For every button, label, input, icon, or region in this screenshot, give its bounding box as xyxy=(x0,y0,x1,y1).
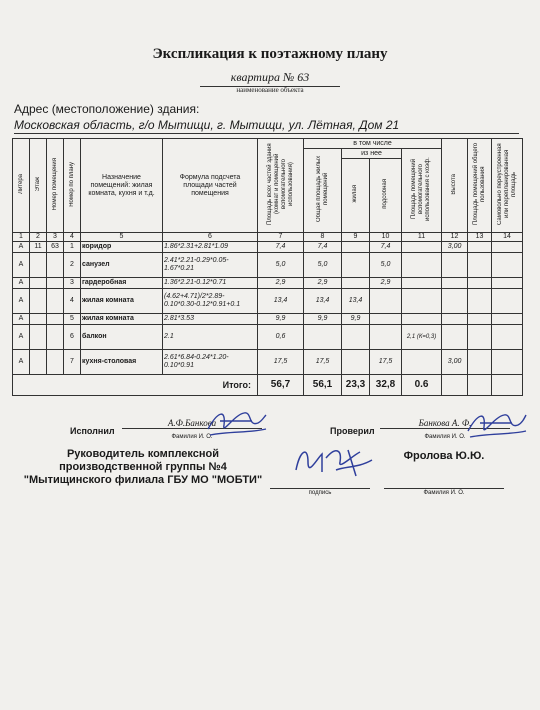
table-row: А 6 балкон 2.1 0,6 2,1 (К=0,3) xyxy=(13,325,523,350)
header-purpose: Назначение помещений: жилая комната, кухня и т.д. xyxy=(81,139,163,233)
totals-aux: 32,8 xyxy=(370,375,402,396)
executor-signature-icon xyxy=(200,405,270,441)
executed-name: А.Ф.Банкова xyxy=(122,418,262,429)
executed-caption: Фамилия И. О. xyxy=(171,434,213,440)
object-name-caption: наименование объекта xyxy=(236,86,304,94)
table-row: А 2 санузел 2.41*2.21-0.29*0.05-1.67*0.21 5,0 5,0 5,0 xyxy=(13,253,523,278)
header-common-area: Площадь помещений общего пользования xyxy=(468,139,492,233)
checked-caption: Фамилия И. О. xyxy=(424,434,466,440)
header-litera: Литера xyxy=(13,139,30,233)
header-unauthorized: Самовольно переустроенная или перепланированная площадь xyxy=(492,139,523,233)
totals-row xyxy=(13,375,523,396)
head-name-caption: Фамилия И. О. xyxy=(423,490,465,496)
header-aux-coef: Площадь помещений вспомогательного использования с коэф. xyxy=(402,149,442,233)
header-of-which: из нее xyxy=(342,149,402,159)
head-sign-caption: подпись xyxy=(308,490,332,496)
object-name: квартира № 63 xyxy=(200,70,340,87)
header-in-that: в том числе xyxy=(304,139,442,149)
checked-name: Банкова А. Ф. xyxy=(380,418,510,429)
table-row: А 3 гардеробная 1.36*2.21-0.12*0.71 2,9 2,9 2,9 xyxy=(13,278,523,289)
table-row: А 5 жилая комната 2.81*3.53 9,9 9,9 9,9 xyxy=(13,314,523,325)
header-room-number: Номер помещения xyxy=(47,139,64,233)
table-row: А 7 кухня-столовая 2.61*6.84-0.24*1.20-0.10*0.91 17,5 17,5 17,5 3,00 xyxy=(13,350,523,375)
header-living: жилая xyxy=(342,159,370,233)
header-plan-number: Номер по плану xyxy=(64,139,81,233)
head-title: Руководитель комплексной производственной группы №4 "Мытищинского филиала ГБУ МО "МОБТИ" xyxy=(23,448,263,486)
head-name: Фролова Ю.Ю. xyxy=(403,450,485,462)
totals-living: 23,3 xyxy=(342,375,370,396)
header-height: Высота xyxy=(442,139,468,233)
checker-signature-icon xyxy=(462,405,528,441)
table-row: А 11 63 1 коридор 1.86*2.31+2.81*1.09 7,4 7,4 7,4 3,00 xyxy=(13,242,523,253)
document-title: Экспликация к поэтажному плану xyxy=(152,46,388,62)
executed-label: Исполнил xyxy=(70,426,115,436)
totals-area-all: 56,7 xyxy=(258,375,304,396)
head-name-line xyxy=(384,476,504,489)
header-formula: Формула подсчета площади частей помещения xyxy=(163,139,258,233)
address-value: Московская область, г/о Мытищи, г. Мытищи, ул. Лётная, Дом 21 xyxy=(14,118,519,134)
header-total-area: Общая площадь жилых помещений xyxy=(304,149,342,233)
column-numbers-row: 1 2 3 4 5 6 7 8 9 10 11 12 13 14 xyxy=(13,233,523,242)
address-label: Адрес (местоположение) здания: xyxy=(14,102,200,116)
totals-label: Итого: xyxy=(13,375,258,396)
totals-total: 56,1 xyxy=(304,375,342,396)
header-area-all: Площадь всех частей здания (комнат и помещений вспомогательного использования) xyxy=(258,139,304,233)
header-auxiliary: подсобная xyxy=(370,159,402,233)
totals-aux-coef: 0.6 xyxy=(402,375,442,396)
head-signature-icon xyxy=(286,440,376,484)
header-floor: Этаж xyxy=(30,139,47,233)
explication-table xyxy=(12,138,523,396)
table-row: А 4 жилая комната (4.62+4.71)/2*2.89-0.10*0.30-0.12*0.91+0.1 13,4 13,4 13,4 xyxy=(13,289,523,314)
checked-label: Проверил xyxy=(330,426,375,436)
